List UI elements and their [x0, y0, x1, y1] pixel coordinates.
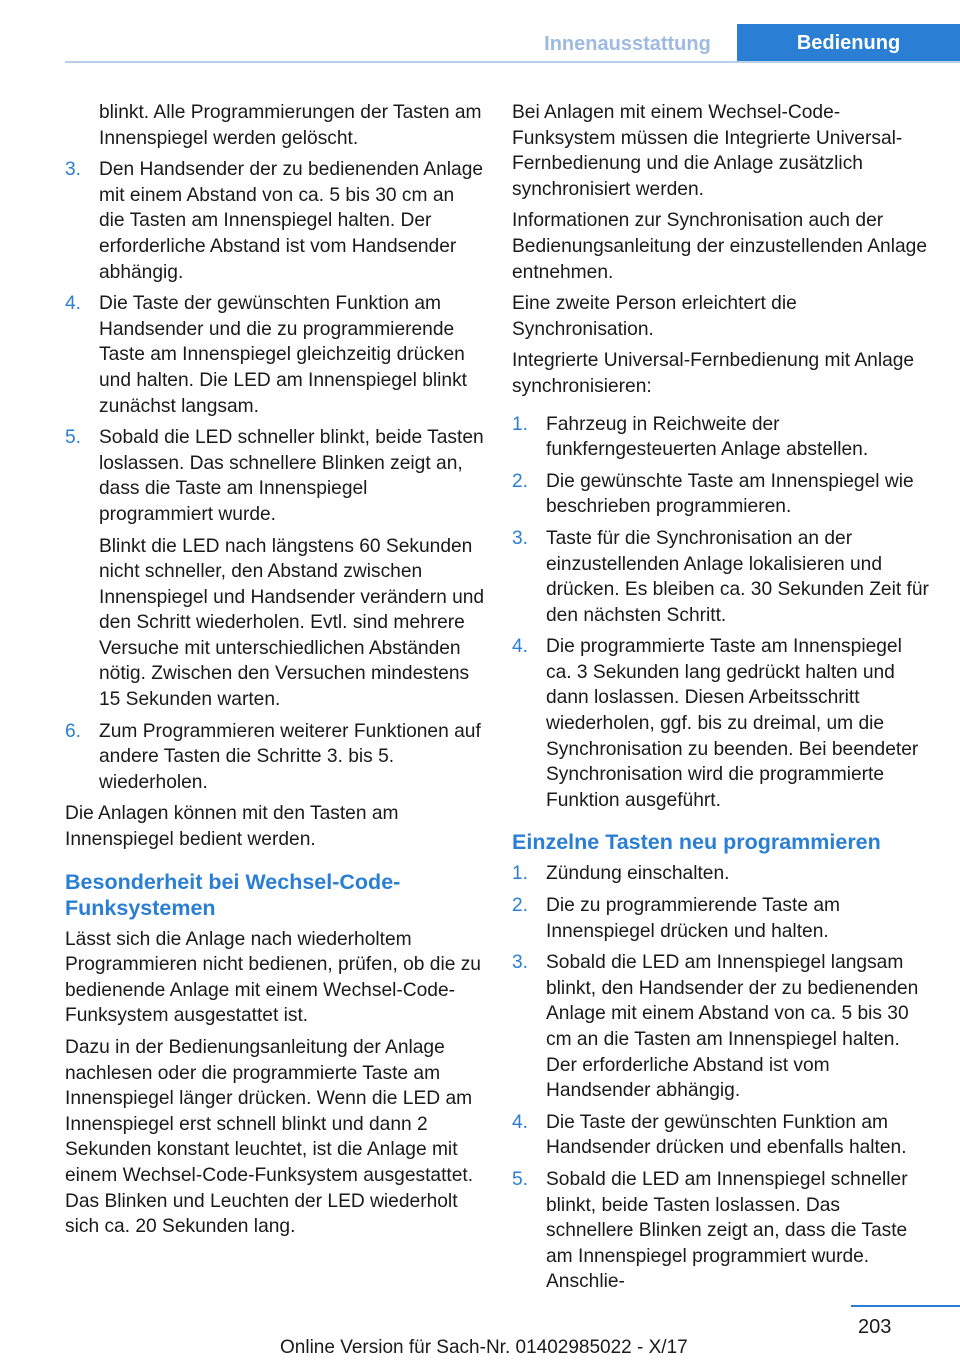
step-text: Zündung einschalten.: [546, 863, 730, 885]
step-number: 5.: [65, 427, 82, 449]
step-text: Sobald die LED schneller blinkt, beide Tasten loslassen. Das schnellere Blinken zeigt an, dass die Taste am Innenspiegel programmiert wurde.: [99, 427, 484, 525]
list-item: [512, 893, 932, 944]
left-column: [65, 100, 485, 1246]
step-text: Die Taste der gewünschten Funktion am Handsender drücken und ebenfalls halten.: [546, 1111, 907, 1159]
list-item: [65, 157, 485, 285]
closing-paragraph: Die Anlagen können mit den Tasten am Innenspiegel bedient werden.: [65, 803, 399, 851]
page-header: [0, 0, 960, 62]
list-item: [512, 469, 932, 520]
step-number: 5.: [512, 1168, 529, 1190]
step-number: 4.: [512, 636, 529, 658]
list-item: [512, 526, 932, 628]
step-text: Die programmierte Taste am Innenspiegel ca. 3 Sekunden lang gedrückt halten und dann loslassen. Diesen Arbeitsschritt wiederholen, ggf. bis zu dreimal, um die Synchronisation zu beenden. Bei beendeter Synchronisation wird die programmierte Funktion ausgeführt.: [546, 636, 919, 811]
list-item: [65, 291, 485, 419]
step-number: 4.: [65, 293, 82, 315]
paragraph: Informationen zur Synchronisation auch der Bedienungsanleitung der einzustellenden Anlage entnehmen.: [512, 210, 927, 283]
chapter-tab[interactable]: Bedienung: [737, 24, 960, 62]
step-note: Blinkt die LED nach längstens 60 Sekunden nicht schneller, den Abstand zwischen Innenspiegel und Handsender verändern und den Schritt wiederholen. Evtl. sind mehrere Versuche mit unterschiedlichen Abständen nötig. Zwischen den Versuchen mindestens 15 Sekunden warten.: [99, 535, 485, 711]
list-item: [65, 425, 485, 527]
paragraph: Lässt sich die Anlage nach wiederholtem Programmieren nicht bedienen, prüfen, ob die zu bedienende Anlage mit einem Wechsel-Code-Funksystem ausgestattet ist.: [65, 928, 481, 1027]
step-number: 6.: [65, 720, 82, 742]
step-text: Die zu programmierende Taste am Innenspiegel drücken und halten.: [546, 895, 840, 942]
section-tab[interactable]: Innenausstattung: [544, 33, 711, 55]
list-item: [512, 861, 932, 887]
list-item: [512, 412, 932, 463]
step-number: 1.: [512, 863, 529, 885]
step-text: Zum Programmieren weiterer Funktionen auf andere Tasten die Schritte 3. bis 5. wiederholen.: [99, 720, 481, 793]
step-number: 4.: [512, 1111, 529, 1133]
step-number: 3.: [512, 527, 529, 549]
paragraph: Eine zweite Person erleichtert die Synchronisation.: [512, 293, 797, 340]
paragraph: Dazu in der Bedienungsanleitung der Anlage nachlesen oder die programmierte Taste am Innenspiegel länger drücken. Wenn die LED am Innenspiegel erst schnell blinkt und dann 2 Sekunden konstant leuchtet, ist die Anlage mit einem Wechsel-Code-Funksystem ausgestattet. Das Blinken und Leuchten der LED wiederholt sich ca. 20 Sekunden lang.: [65, 1037, 474, 1238]
step-text: Sobald die LED am Innenspiegel langsam blinkt, den Handsender der zu bedienenden Anlage mit einem Abstand von ca. 5 bis 30 cm an die Tasten am Innenspiegel halten. Der erforderliche Abstand ist vom Handsender abhängig.: [546, 952, 919, 1102]
header-rule: [65, 61, 960, 63]
step-number: 3.: [65, 159, 82, 181]
right-column: [512, 100, 932, 1301]
online-version-text: Online Version für Sach-Nr. 01402985022 - X/17: [280, 1337, 688, 1358]
paragraph: Integrierte Universal-Fernbedienung mit Anlage synchronisieren:: [512, 350, 915, 397]
step-number: 3.: [512, 952, 529, 974]
section-heading: Besonderheit bei Wechsel-Code-Funksystemen: [65, 869, 401, 920]
page-number: 203: [858, 1316, 892, 1338]
step-number: 2.: [512, 470, 529, 492]
footer-rule: [851, 1305, 960, 1307]
list-item: [512, 1167, 932, 1295]
section-heading: Einzelne Tasten neu programmieren: [512, 830, 881, 855]
step-text: Taste für die Synchronisation an der einzustellenden Anlage lokalisieren und drücken. Es bleiben ca. 30 Sekunden Zeit für den nächsten Schritt.: [546, 527, 929, 626]
list-item: [512, 950, 932, 1104]
step-text: Den Handsender der zu bedienenden Anlage mit einem Abstand von ca. 5 bis 30 cm an die Tasten am Innenspiegel halten. Der erforderliche Abstand ist vom Handsender abhängig.: [99, 159, 484, 283]
continuation-text: blinkt. Alle Programmierungen der Tasten am Innenspiegel werden gelöscht.: [99, 102, 482, 149]
list-item: [512, 634, 932, 813]
step-number: 1.: [512, 413, 529, 435]
list-item: [65, 719, 485, 796]
step-text: Fahrzeug in Reichweite der funkferngesteuerten Anlage abstellen.: [546, 413, 869, 461]
step-text: Sobald die LED am Innenspiegel schneller blinkt, beide Tasten loslassen. Das schnellere Blinken zeigt an, dass die Taste am Innenspiegel programmiert wurde. Anschlie-: [546, 1168, 908, 1293]
step-text: Die gewünschte Taste am Innenspiegel wie beschrieben programmieren.: [546, 470, 914, 518]
step-number: 2.: [512, 895, 529, 917]
list-item: [512, 1110, 932, 1161]
paragraph: Bei Anlagen mit einem Wechsel-Code-Funksystem müssen die Integrierte Universal-Fernbedienung und die Anlage zusätzlich synchronisiert werden.: [512, 102, 903, 200]
step-text: Die Taste der gewünschten Funktion am Handsender und die zu programmierende Taste am Innenspiegel gleichzeitig drücken und halten. Die LED am Innenspiegel blinkt zunächst langsam.: [99, 293, 467, 417]
